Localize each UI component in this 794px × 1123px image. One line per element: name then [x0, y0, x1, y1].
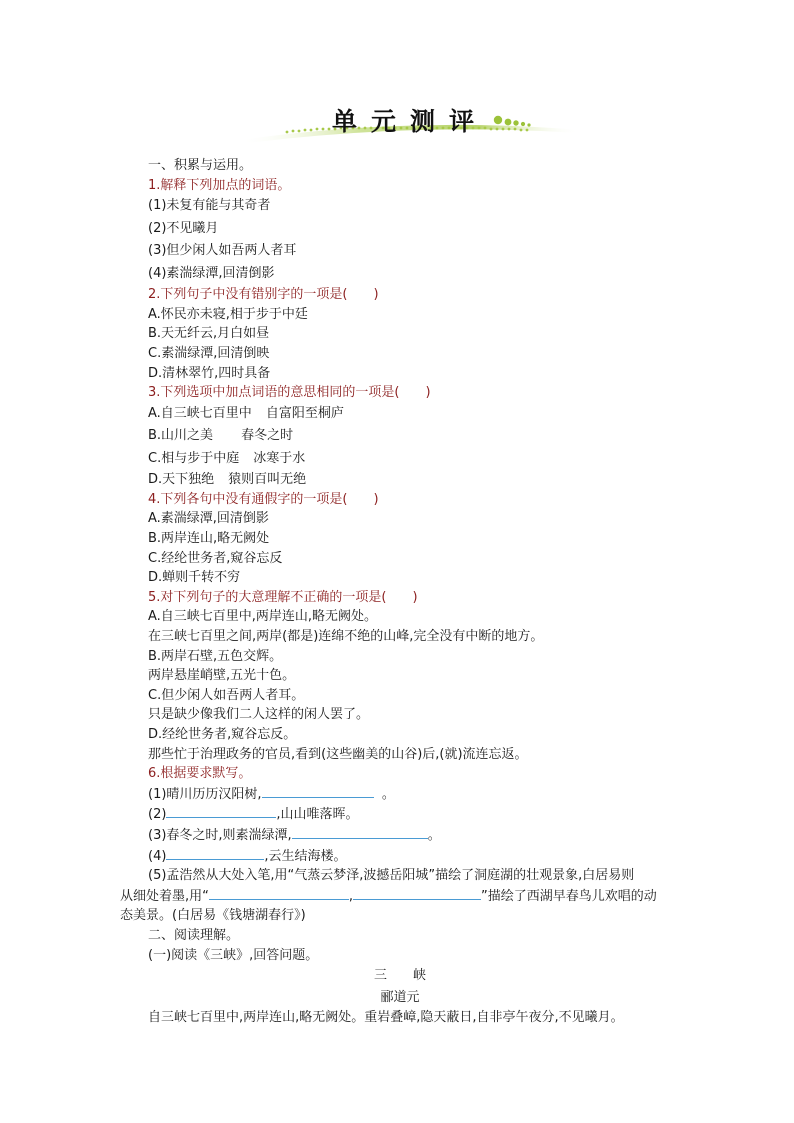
q3-option-b: 春冬之时: [241, 428, 294, 444]
q6-item-text: (4): [148, 848, 167, 864]
q5-line: B.两岸石壁,五色交辉。: [148, 648, 283, 664]
q4-option: A.素湍绿潭,回清倒影: [148, 511, 269, 527]
q5-line: D.经纶世务者,窥谷忘反。: [148, 726, 297, 742]
q3-option: [120, 403, 680, 426]
q3-option-b: 猿则百叫无绝: [228, 472, 307, 488]
q3-option-b: 冰寒于水: [253, 450, 306, 466]
q6-item-4: [120, 846, 680, 867]
section-heading-2: 二、阅读理解。: [148, 927, 240, 943]
answer-blank[interactable]: [166, 846, 264, 860]
q4-option: C.经纶世务者,窥谷忘反: [148, 550, 283, 566]
q6-item-1: [120, 784, 680, 805]
q4-option: D.蝉则千转不穷: [148, 570, 241, 586]
q6-item-5-line3: 态美景。(白居易《钱塘湖春行》): [120, 908, 306, 924]
q1-item: (3)但少闲人如吾两人者耳: [148, 243, 297, 259]
q3-option-a: C.相与步于中庭: [148, 450, 240, 466]
q4-option: B.两岸连山,略无阙处: [148, 531, 270, 547]
q6-item-text: 从细处着墨,用“: [120, 888, 209, 904]
q6-item-text: (1)晴川历历汉阳树,: [148, 786, 262, 802]
q3-option: [120, 425, 680, 448]
q3-option-a: B.山川之美: [148, 428, 214, 444]
q6-item-text: 。: [427, 827, 441, 843]
answer-blank[interactable]: [292, 825, 428, 839]
q2-option: C.素湍绿潭,回清倒映: [148, 345, 270, 361]
answer-blank[interactable]: [166, 804, 276, 818]
article-first-line: 自三峡七百里中,两岸连山,略无阙处。重岩叠嶂,隐天蔽日,自非亭午夜分,不见曦月。: [148, 1010, 624, 1026]
q2-option: B.天无纤云,月白如昼: [148, 326, 270, 342]
q6-item-text: (3)春冬之时,则素湍绿潭,: [148, 827, 292, 843]
question-1-prompt: 1.解释下列加点的词语。: [148, 177, 291, 193]
q5-line: 两岸悬崖峭壁,五光十色。: [148, 668, 296, 684]
article-author: 郦道元: [380, 989, 420, 1005]
q1-item: (2)不见曦月: [148, 220, 219, 236]
question-4-prompt: 4.下列各句中没有通假字的一项是( ): [148, 491, 379, 507]
section-heading-1: 一、积累与运用。: [148, 158, 253, 173]
q3-option-b: 自富阳至桐庐: [265, 405, 344, 421]
page-title: 单元测评: [332, 107, 489, 136]
q6-item-text: ,: [348, 888, 354, 904]
q6-item-text: ”描绘了西湖早春鸟儿欢唱的动: [481, 888, 657, 904]
q3-option: [120, 448, 680, 471]
question-6-prompt: 6.根据要求默写。: [148, 766, 252, 782]
reading-instruction: (一)阅读《三峡》,回答问题。: [148, 947, 319, 963]
q6-item-5-line2: [120, 886, 680, 907]
q2-option: D.清林翠竹,四时具备: [148, 365, 271, 381]
title-banner: [240, 100, 580, 150]
q5-line: 在三峡七百里之间,两岸(都是)连绵不绝的山峰,完全没有中断的地方。: [148, 629, 544, 644]
q2-option: A.怀民亦未寝,相于步于中廷: [148, 306, 308, 322]
q6-item-text: ,云生结海楼。: [264, 848, 347, 864]
question-5-prompt: 5.对下列句子的大意理解不正确的一项是( ): [148, 589, 418, 605]
q6-item-3: [120, 825, 680, 846]
q5-line: 那些忙于治理政务的官员,看到(这些幽美的山谷)后,(就)流连忘返。: [148, 746, 528, 762]
article-title: 三 峡: [373, 968, 426, 984]
question-3-prompt: 3.下列选项中加点词语的意思相同的一项是( ): [148, 385, 431, 401]
question-2-prompt: 2.下列句子中没有错别字的一项是( ): [148, 287, 379, 303]
q3-option-a: D.天下独绝: [148, 472, 215, 488]
q6-item-2: [120, 804, 680, 825]
answer-blank[interactable]: [262, 784, 374, 798]
q6-item-text: 。: [381, 786, 395, 802]
q1-item: (4)素湍绿潭,回清倒影: [148, 265, 275, 281]
answer-blank[interactable]: [209, 886, 349, 900]
q6-item-5-line1: (5)孟浩然从大处入笔,用“气蒸云梦泽,波撼岳阳城”描绘了洞庭湖的壮观景象,白居易则: [148, 868, 635, 884]
q3-option: [120, 470, 680, 490]
answer-blank[interactable]: [353, 886, 481, 900]
q6-item-text: ,山山唯落晖。: [276, 807, 359, 823]
q1-item: (1)未复有能与其奇者: [148, 198, 271, 214]
q5-line: C.但少闲人如吾两人者耳。: [148, 687, 305, 703]
q3-option-a: A.自三峡七百里中: [148, 405, 252, 421]
q6-item-text: (2): [148, 807, 167, 823]
q5-line: A.自三峡七百里中,两岸连山,略无阙处。: [148, 609, 378, 625]
q5-line: 只是缺少像我们二人这样的闲人罢了。: [148, 707, 370, 723]
worksheet-body: [120, 156, 680, 1030]
